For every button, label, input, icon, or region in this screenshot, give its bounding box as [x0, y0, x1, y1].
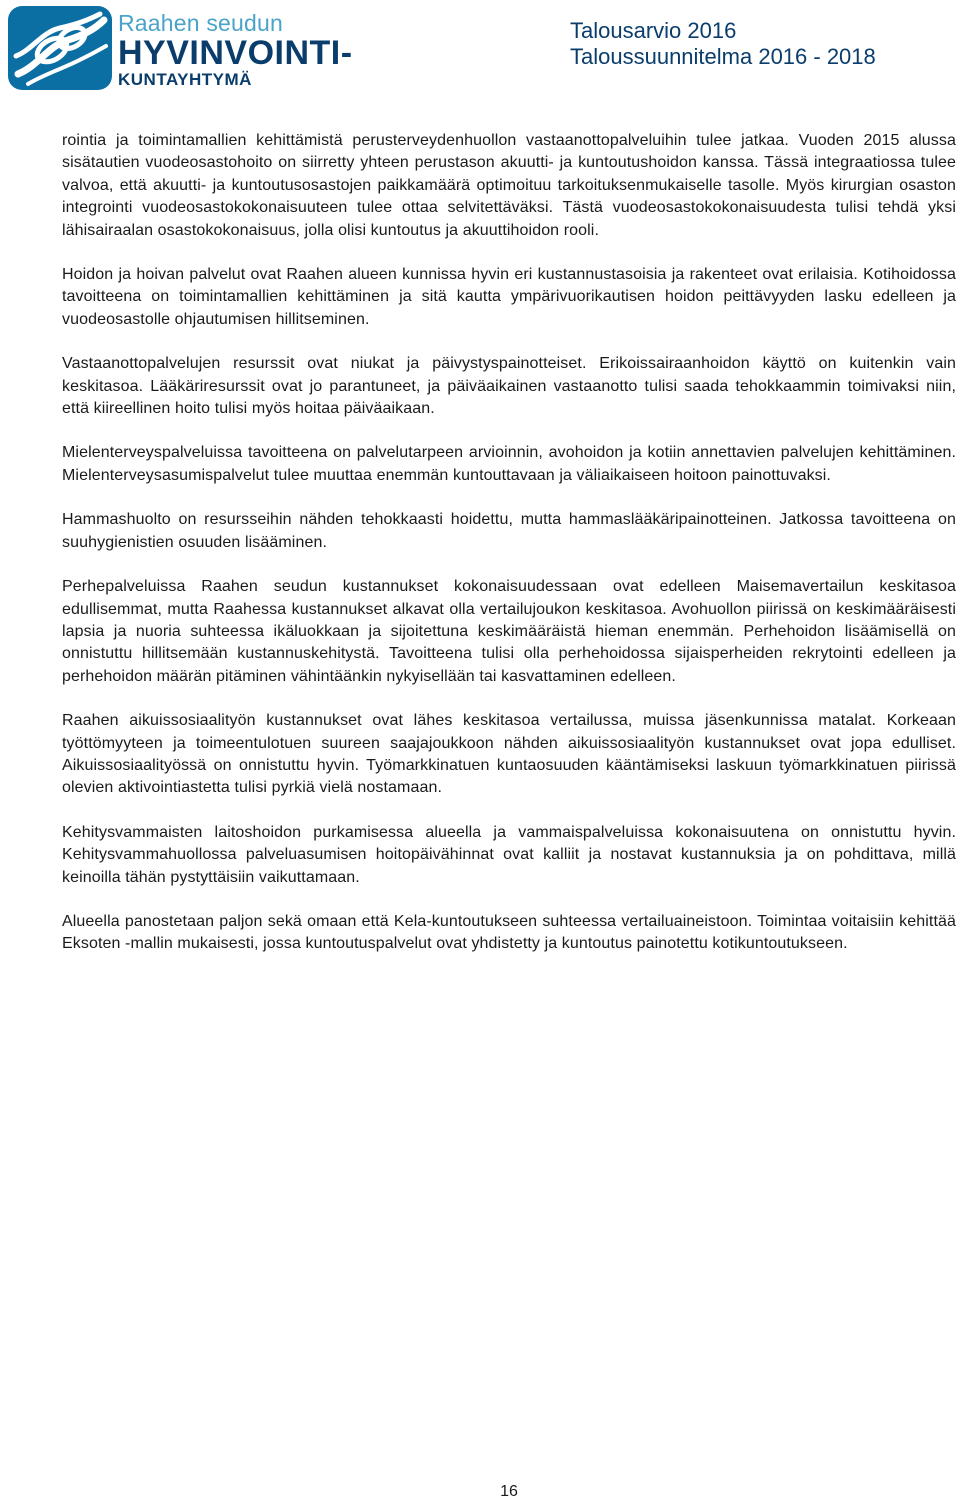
paragraph-2: Hoidon ja hoivan palvelut ovat Raahen alueen kunnissa hyvin eri kustannustasoisia ja rakenteet ovat erilaisia. Kotihoidossa tavoitteena on toimintamallien kehittäminen ja sitä kautta ympärivuorikautisen hoidon peittävyyden lasku edelleen ja vuodeosastolle ohjautumisen hillitseminen. — [62, 266, 956, 328]
paragraph-6: Perhepalveluissa Raahen seudun kustannukset kokonaisuudessaan ovat edelleen Maisemavertailun keskitasoa edullisemmat, mutta Raahessa kustannukset alkavat olla vertailujoukon keskitasoa. Avohuollon piirissä on keskimääräisesti lapsia ja nuoria suhteessa ikäluokkaan ja sijoitettuna keskimääräistä hieman enemmän. Perhehoidon lisäämisellä on onnistuttu hillitsemään kustannuskehitystä. Tavoitteena tulisi olla perhehoidossa sijaisperheiden rekrytointi edelleen ja perhehoidon määrän pitäminen vähintäänkin nykyisellään tai kasvattaminen edelleen. — [62, 578, 956, 685]
paragraph-3: Vastaanottopalvelujen resurssit ovat niukat ja päivystyspainotteiset. Erikoissairaanhoidon käyttö on kuitenkin vain keskitasoa. Lääkäriresurssit ovat jo parantuneet, ja päiväaikainen vastaanotto tulisi saada tehokkaammin toimivaksi niin, että kiireellinen hoito tulisi myös hoitaa päiväaikaan. — [62, 355, 956, 418]
knot-logo-icon — [8, 6, 112, 90]
document-body — [62, 130, 956, 978]
document-title-block — [570, 18, 950, 70]
document-title: Talousarvio 2016 — [570, 18, 737, 43]
page-header — [0, 0, 960, 110]
page-number: 16 — [500, 1483, 518, 1500]
logo-line-1: Raahen seudun — [118, 10, 284, 36]
paragraph-8: Kehitysvammaisten laitoshoidon purkamisessa alueella ja vammaispalveluissa kokonaisuutena on onnistuttu hyvin. Kehitysvammahuollossa palveluasumisen hoitopäivähinnat ovat kalliit ja nostavat kustannuksia ja on pohdittava, millä keinoilla tähän pystyttäisiin vaikuttamaan. — [62, 823, 956, 886]
paragraph-4: Mielenterveyspalveluissa tavoitteena on palvelutarpeen arvioinnin, avohoidon ja kotiin annettavien palvelujen kehittäminen. Mielenterveysasumispalvelut tulee muuttaa enemmän kuntouttavaan ja väliaikaiseen hoitoon painottuvaksi. — [62, 444, 956, 484]
organization-logo-text — [118, 10, 353, 90]
paragraph-5: Hammashuolto on resursseihin nähden tehokkaasti hoidettu, mutta hammaslääkäripainotteinen. Jatkossa tavoitteena on suuhygienistien osuuden lisääminen. — [62, 511, 956, 551]
paragraph-1: rointia ja toimintamallien kehittämistä perusterveydenhuollon vastaanottopalveluihin tulee jatkaa. Vuoden 2015 alussa sisätautien vuodeosastohoito on siirretty yhteen perustason akuutti- ja kuntoutushoidon kanssa. Tässä integraatiossa tulee valvoa, että akuutti- ja kuntoutusosastojen paikkamäärä optimoituu tarkoituksenmukaiselle tasolle. Myös kirurgian osaston integrointi vuodeosastokokonaisuuteen tulee ottaa selvitettäväksi. Tästä vuodeosastokokonaisuudesta tulisi tehdä yksi lähisairaalan osastokokonaisuus, jolla olisi kuntoutus ja akuuttihoidon rooli. — [62, 132, 956, 239]
logo-line-2: HYVINVOINTI- — [118, 34, 353, 72]
paragraph-7: Raahen aikuissosiaalityön kustannukset ovat lähes keskitasoa vertailussa, muissa jäsenkunnissa matalat. Korkeaan työttömyyteen ja toimeentulotuen suureen saajajoukkoon nähden aikuissosiaalityön kustannukset ovat jopa edulliset. Aikuissosiaalityössä on onnistuttu hyvin. Työmarkkinatuen kuntaosuuden kääntämiseksi laskuun työmarkkinatuen piirissä olevien aktivointiastetta tulisi pyrkiä vielä nostamaan. — [62, 712, 956, 797]
logo-line-3: KUNTAYHTYMÄ — [118, 70, 252, 89]
document-subtitle: Taloussuunnitelma 2016 - 2018 — [570, 44, 876, 69]
paragraph-9: Alueella panostetaan paljon sekä omaan että Kela-kuntoutukseen suhteessa vertailuaineistoon. Toimintaa voitaisiin kehittää Eksoten -mallin mukaisesti, jossa kuntoutuspalvelut ovat yhdistetty ja kuntoutus painotettu kotikuntoutukseen. — [62, 912, 956, 953]
